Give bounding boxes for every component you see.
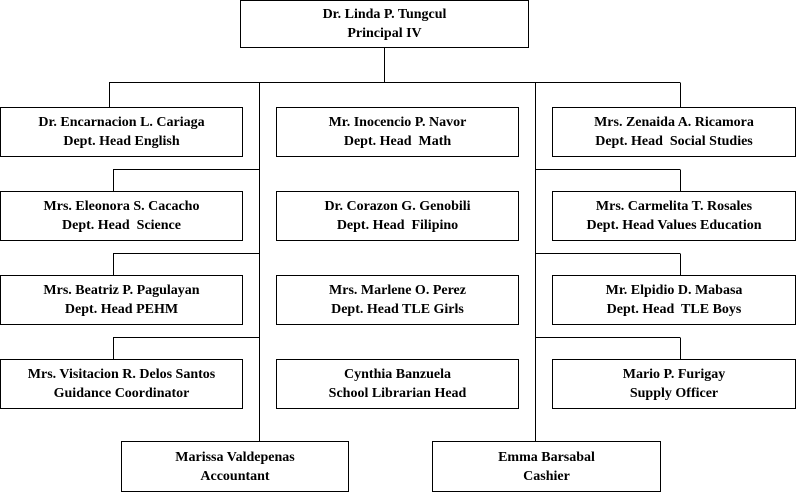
box-title: School Librarian Head	[328, 386, 467, 401]
box-title: Dept. Head Filipino	[336, 218, 459, 233]
box-name: Mr. Elpidio D. Mabasa	[605, 283, 743, 298]
box-title: Supply Officer	[629, 386, 719, 401]
box-accountant	[121, 441, 349, 492]
box-title: Cashier	[523, 468, 570, 484]
box-name: Mrs. Eleonora S. Cacacho	[43, 199, 200, 214]
box-pehm-head	[0, 275, 243, 325]
box-title: Dept. Head Social Studies	[595, 134, 753, 149]
box-name: Mrs. Zenaida A. Ricamora	[594, 115, 754, 130]
box-title: Accountant	[200, 468, 270, 484]
box-name: Mrs. Carmelita T. Rosales	[595, 199, 753, 214]
box-science-head	[0, 191, 243, 241]
box-title: Dept. Head TLE Boys	[606, 302, 742, 317]
box-name: Cynthia Banzuela	[344, 367, 451, 382]
box-supply-officer	[552, 359, 796, 409]
box-social-studies-head	[552, 107, 796, 157]
box-title: Dept. Head Science	[62, 218, 181, 233]
box-math-head	[276, 107, 519, 157]
box-name: Dr. Encarnacion L. Cariaga	[38, 115, 205, 130]
principal-name: Dr. Linda P. Tungcul	[322, 7, 447, 22]
box-name: Mr. Inocencio P. Navor	[328, 115, 467, 130]
principal-title: Principal IV	[347, 26, 422, 41]
box-name: Mario P. Furigay	[622, 367, 726, 382]
box-name: Emma Barsabal	[498, 449, 595, 465]
box-cashier	[432, 441, 661, 492]
box-name: Marissa Valdepenas	[175, 449, 295, 465]
box-values-education-head	[552, 191, 796, 241]
box-name: Dr. Corazon G. Genobili	[324, 199, 471, 214]
box-title: Dept. Head PEHM	[64, 302, 179, 317]
box-title: Guidance Coordinator	[53, 386, 190, 401]
box-librarian-head	[276, 359, 519, 409]
box-name: Mrs. Visitacion R. Delos Santos	[27, 367, 216, 382]
box-tle-girls-head	[276, 275, 519, 325]
box-name: Mrs. Beatriz P. Pagulayan	[43, 283, 200, 298]
box-name: Mrs. Marlene O. Perez	[329, 283, 466, 298]
box-tle-boys-head	[552, 275, 796, 325]
box-english-head	[0, 107, 243, 157]
box-filipino-head	[276, 191, 519, 241]
box-guidance-coordinator	[0, 359, 243, 409]
box-title: Dept. Head TLE Girls	[331, 302, 464, 317]
box-title: Dept. Head Values Education	[586, 218, 762, 233]
box-title: Dept. Head English	[63, 134, 180, 149]
principal-box	[240, 0, 529, 48]
box-title: Dept. Head Math	[343, 134, 452, 149]
